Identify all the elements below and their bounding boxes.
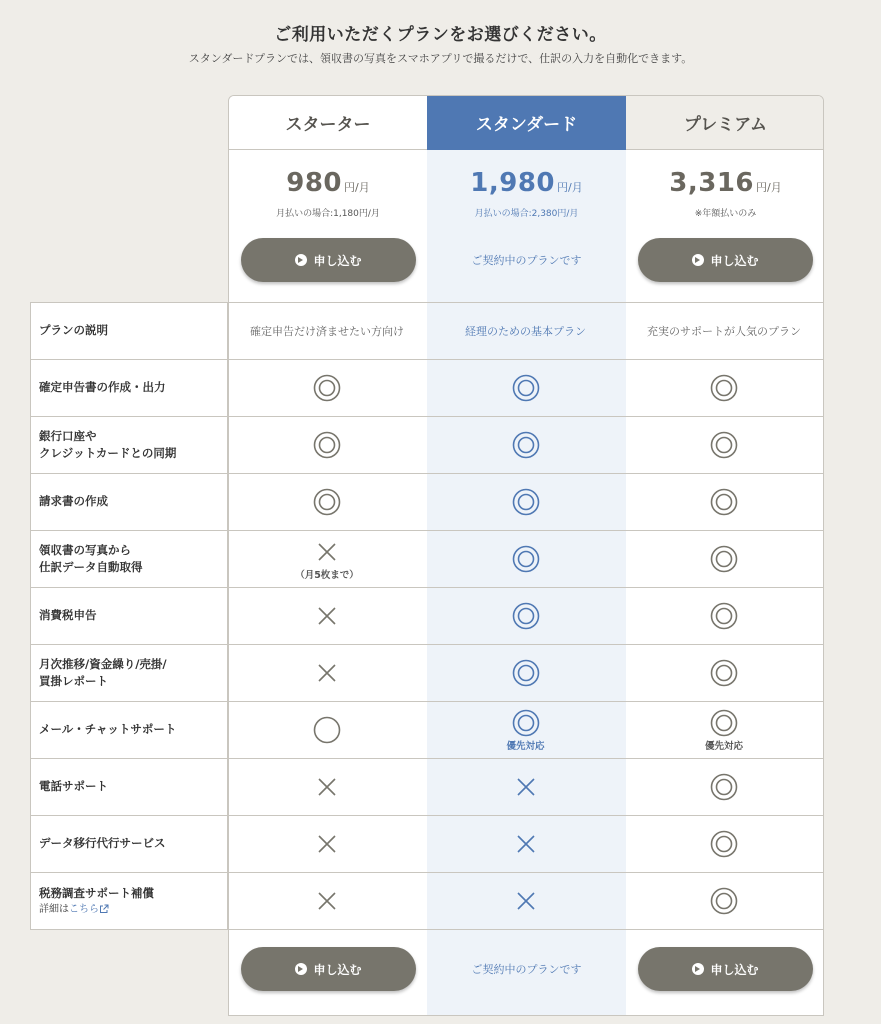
price-amount: 980	[286, 168, 343, 198]
feature-label	[30, 702, 228, 758]
plan-price	[229, 168, 427, 198]
feature-label-line1: 電話サポート	[39, 779, 108, 794]
plan-description	[426, 303, 625, 359]
feature-value	[625, 588, 824, 644]
feature-row	[30, 531, 824, 588]
feature-label-line2: 買掛レポート	[39, 674, 108, 688]
circle-icon	[313, 716, 341, 744]
feature-label	[30, 474, 228, 530]
feature-value	[228, 588, 426, 644]
cross-icon	[313, 887, 341, 915]
cross-icon	[313, 830, 341, 858]
plan-description-text: 充実のサポートが人気のプラン	[647, 325, 801, 338]
cross-icon	[313, 602, 341, 630]
feature-value	[426, 417, 625, 473]
double-circle-icon	[512, 431, 540, 459]
description-row	[30, 303, 824, 360]
double-circle-icon	[710, 773, 738, 801]
cross-icon	[512, 773, 540, 801]
price-note: 月払いの場合:1,180円/月	[276, 209, 380, 219]
feature-value-note: （月5枚まで）	[295, 569, 359, 581]
double-circle-icon	[512, 602, 540, 630]
row-label-text: プランの説明	[39, 323, 108, 338]
cross-icon	[313, 538, 341, 566]
cross-icon	[512, 887, 540, 915]
feature-label-line1: 請求書の作成	[39, 494, 108, 509]
plan-name: スターター	[229, 96, 427, 150]
feature-label-line1: メール・チャットサポート	[39, 722, 177, 737]
detail-link[interactable]	[69, 904, 109, 915]
page-subtitle: スタンダードプランでは、領収書の写真をスマホアプリで撮るだけで、仕訳の入力を自動化できます。	[188, 52, 693, 65]
arrow-circle-icon	[692, 254, 704, 266]
double-circle-icon	[710, 545, 738, 573]
feature-value	[625, 474, 824, 530]
apply-button-starter[interactable]	[241, 238, 416, 282]
feature-row	[30, 474, 824, 531]
detail-note	[39, 902, 109, 917]
plan-name: スタンダード	[427, 96, 626, 150]
feature-label-line1: データ移行代行サービス	[39, 836, 166, 851]
feature-label-line1: 消費税申告	[39, 608, 97, 623]
feature-row	[30, 816, 824, 873]
feature-grid	[30, 302, 824, 930]
feature-label	[30, 759, 228, 815]
apply-button-premium[interactable]	[638, 238, 813, 282]
feature-value	[625, 873, 824, 929]
feature-value	[228, 360, 426, 416]
double-circle-icon	[710, 488, 738, 516]
detail-prefix: 詳細は	[39, 904, 69, 916]
feature-label	[30, 645, 228, 701]
plan-description	[228, 303, 426, 359]
feature-row	[30, 588, 824, 645]
feature-value	[426, 588, 625, 644]
feature-value	[228, 873, 426, 929]
double-circle-icon	[710, 374, 738, 402]
feature-label	[30, 588, 228, 644]
double-circle-icon	[313, 374, 341, 402]
feature-value	[228, 645, 426, 701]
feature-row	[30, 702, 824, 759]
feature-value	[426, 474, 625, 530]
feature-value	[426, 531, 625, 587]
external-link-icon	[99, 904, 109, 914]
double-circle-icon	[512, 545, 540, 573]
feature-value	[625, 702, 824, 758]
arrow-circle-icon	[692, 963, 704, 975]
feature-label	[30, 360, 228, 416]
plan-price	[427, 168, 626, 198]
price-note: 月払いの場合:2,380円/月	[474, 209, 579, 219]
cross-icon	[313, 659, 341, 687]
feature-value	[625, 360, 824, 416]
feature-value	[426, 816, 625, 872]
feature-label	[30, 873, 228, 929]
arrow-circle-icon	[295, 254, 307, 266]
feature-row	[30, 759, 824, 816]
double-circle-icon	[710, 431, 738, 459]
double-circle-icon	[710, 602, 738, 630]
feature-value	[426, 873, 625, 929]
page-title: ご利用いただくプランをお選びください。	[274, 25, 607, 45]
current-plan-label: ご契約中のプランです	[471, 254, 582, 267]
apply-label: 申し込む	[313, 253, 362, 268]
price-note: ※年額払いのみ	[694, 209, 757, 219]
plan-description-text: 確定申告だけ済ませたい方向け	[250, 325, 404, 338]
feature-row	[30, 360, 824, 417]
feature-value	[625, 417, 824, 473]
feature-value	[426, 759, 625, 815]
feature-value	[426, 702, 625, 758]
double-circle-icon	[512, 709, 540, 737]
feature-value-note: 優先対応	[506, 740, 545, 752]
feature-label-line1: 月次推移/資金繰り/売掛/	[39, 656, 167, 671]
apply-label: 申し込む	[710, 253, 759, 268]
feature-value	[228, 816, 426, 872]
apply-button-premium-bottom[interactable]	[638, 947, 813, 991]
double-circle-icon	[710, 659, 738, 687]
feature-label	[30, 816, 228, 872]
feature-label-line1: 税務調査サポート補償	[39, 885, 154, 900]
feature-value	[625, 645, 824, 701]
feature-value	[625, 759, 824, 815]
price-amount: 1,980	[470, 168, 556, 198]
double-circle-icon	[512, 659, 540, 687]
plan-price	[626, 168, 824, 198]
feature-row	[30, 873, 824, 930]
feature-value	[228, 417, 426, 473]
feature-value-note: 優先対応	[704, 740, 743, 752]
double-circle-icon	[313, 488, 341, 516]
feature-label	[30, 531, 228, 587]
apply-label: 申し込む	[710, 962, 759, 977]
feature-value	[625, 816, 824, 872]
price-unit: 円/月	[756, 181, 782, 194]
arrow-circle-icon	[295, 963, 307, 975]
feature-label-line2: クレジットカードとの同期	[39, 446, 177, 460]
price-amount: 3,316	[669, 168, 755, 198]
feature-value	[228, 474, 426, 530]
price-unit: 円/月	[344, 181, 370, 194]
double-circle-icon	[710, 830, 738, 858]
feature-value	[625, 531, 824, 587]
double-circle-icon	[512, 488, 540, 516]
feature-label-line2: 仕訳データ自動取得	[39, 560, 143, 574]
cross-icon	[313, 773, 341, 801]
feature-label	[30, 417, 228, 473]
feature-label-line1: 領収書の写真から	[39, 542, 131, 557]
plan-name: プレミアム	[626, 96, 824, 150]
feature-label-line1: 銀行口座や	[39, 428, 97, 443]
current-plan-label-bottom: ご契約中のプランです	[471, 963, 582, 976]
double-circle-icon	[710, 887, 738, 915]
cross-icon	[512, 830, 540, 858]
feature-value	[426, 360, 625, 416]
feature-value	[228, 702, 426, 758]
plan-description	[625, 303, 824, 359]
detail-link-text: こちら	[69, 904, 99, 916]
double-circle-icon	[313, 431, 341, 459]
double-circle-icon	[710, 709, 738, 737]
feature-label-line1: 確定申告書の作成・出力	[39, 380, 166, 395]
apply-button-starter-bottom[interactable]	[241, 947, 416, 991]
row-label	[30, 303, 228, 359]
feature-value	[228, 531, 426, 587]
feature-row	[30, 417, 824, 474]
feature-row	[30, 645, 824, 702]
apply-label: 申し込む	[313, 962, 362, 977]
plan-description-text: 経理のための基本プラン	[465, 325, 586, 338]
double-circle-icon	[512, 374, 540, 402]
feature-value	[228, 759, 426, 815]
price-unit: 円/月	[557, 181, 583, 194]
feature-value	[426, 645, 625, 701]
